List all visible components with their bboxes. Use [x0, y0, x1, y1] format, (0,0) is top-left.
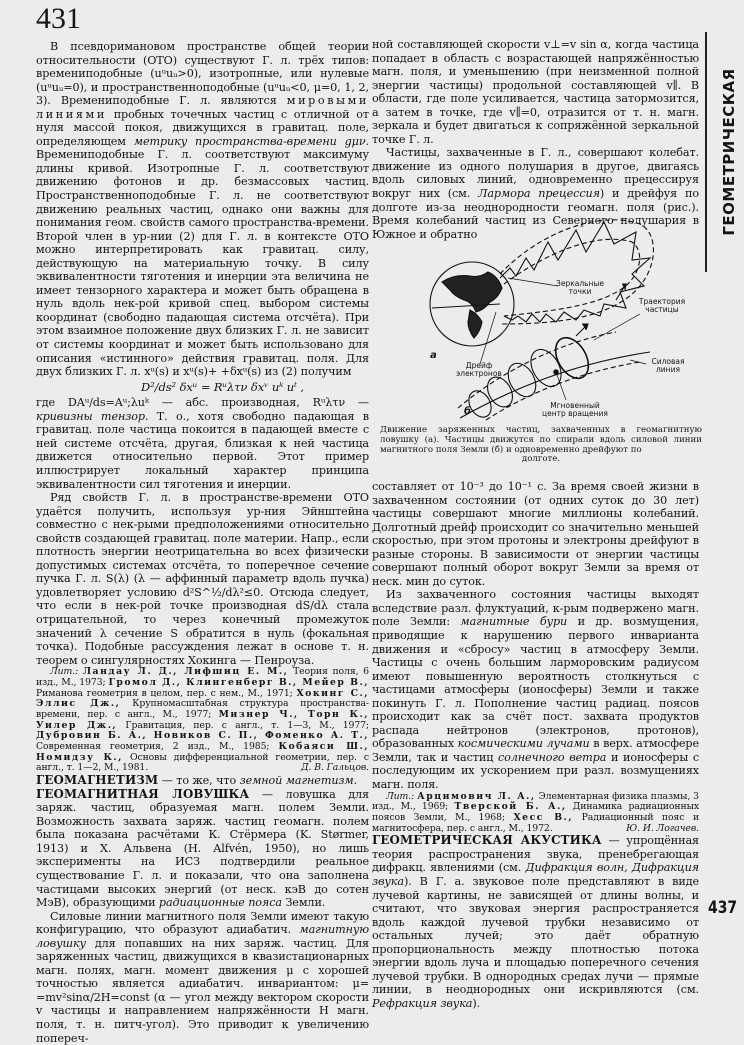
label-mirror-points: Зеркальные точки [556, 279, 604, 296]
label-field-line: Силовая линия [651, 357, 685, 374]
paragraph [36, 396, 369, 491]
text: ). [472, 996, 481, 1010]
entry-geomagnetic-trap [36, 788, 369, 910]
link-term[interactable]: радиационные пояса [158, 896, 282, 910]
label-rotation-center: Мгновенный центр вращения [542, 401, 608, 418]
link-term[interactable]: Лармора прецессия [478, 187, 600, 201]
reference-text: Элементарная физика плазмы, 3 изд., М., 1969; [372, 790, 699, 813]
figure-letter-b: б [464, 406, 471, 417]
reference-text: Современная геометрия, 2 изд., М., 1985; [36, 741, 279, 753]
link-term[interactable]: солнечного ветра [497, 750, 607, 764]
link-term[interactable]: магнитные бури [460, 615, 568, 629]
figure-caption [380, 426, 702, 465]
link-term[interactable]: космическими лучами [457, 737, 590, 751]
reference-text: Риманова геометрия в целом, пер. с нем., М., 1971; [36, 687, 297, 699]
references-label: Лит.: [50, 666, 83, 678]
text: Частицы, захваченные в Г. л., совершают колебат. движение из одного полушария в другое, двигаясь вдоль силовых линий, одновременно прецессируя вокруг них (см. [372, 146, 699, 201]
reference-author: Хесс В., [513, 811, 574, 823]
author: Д. В. Гальцов. [301, 762, 369, 774]
author: Ю. И. Логачев. [626, 822, 699, 834]
text: Силовые линии магнитного поля Земли имеют такую конфигурацию, что образуют адиабатич. [36, 909, 369, 937]
text: где DAᵘ/ds=Aᵘ;λuᵏ — абс. производная, Rᵘλτν — [36, 396, 369, 410]
caption-text: Движение заряженных частиц, захваченных в геомагнитную ловушку (а). Частицы движутся по спирали вдоль силовой линии магнитного поля Земли (б) и одновременно дрейфуют по [380, 425, 702, 455]
link-term[interactable]: земной магнетизм. [239, 774, 358, 788]
references [372, 792, 699, 835]
reference-text: Гравитация, пер. с англ., т. 1—3, М., 1977; [117, 719, 369, 731]
entry-geometric-acoustics [372, 834, 699, 1010]
text: ). В Г. а. звуковое поле представляют в виде лучевой картины, не зависящей от длины волны, и считают, что звуковая энергия распространяется вдоль каждой лучевой трубки независимо от остальных лучей; это даёт обратную пропорциональность между плотностью потока энергии вдоль луча и площадью поперечного сечения лучевой трубки. В однородных средах лучи — прямые линии, в неоднородных они искривляются (см. [372, 875, 699, 997]
entry-heading: ГЕОМЕТРИЧЕСКАЯ АКУСТИКА [372, 833, 602, 848]
reference-author: Мизнер Ч., Торн К., Уилер Дж., [36, 708, 369, 731]
references-list [36, 666, 369, 773]
text: Т. о., хотя свободно падающая в гравитац. поле частица покоится в падающей вместе с ней системе отсчёта, другая, близкая к ней частица движется относительно первой. Этот пример иллюстрирует локальный характер принципа эквивалентности сил тяготения и инерции. [36, 409, 369, 491]
paragraph [36, 910, 369, 1045]
text: и др. возмущения, приводящие к нарушению первого инварианта движения и «сбросу» частиц в атмосферу Земли. Частицы с очень большим ларморовским радиусом имеют повышенную вероятность столкнуться с частицами атмосферы (ионосферы) Земли и также покинуть Г. л. Пополнение частиц радиац. поясов происходит как за счёт пост. захвата продуктов распада нейтронов (электронов, протонов), образованных [372, 615, 699, 751]
formula: D²/ds² δxᵘ = Rᵘλτν δxᵛ uᵏ uᵗ , [141, 379, 304, 394]
reference-author: Громол Д., Клингенберг В., Мейер В., [108, 676, 370, 688]
references [36, 667, 369, 774]
link-term[interactable]: магнитную ловушку [36, 923, 369, 950]
reference-author: Ландау Л. Д., Лифшиц Е. М., [82, 666, 289, 678]
entry-heading: ГЕОМАГНЕТИЗМ [36, 773, 159, 788]
paragraph: ной составляющей скорости v⊥=v sin α, когда частица попадает в область с возрастающей напряжённостью магн. поля, и уменьшению (при неизменной полной энергии частицы) продольной составляющей v∥. В области, где поле усиливается, частица затормозится, а затем в точке, где v∥=0, отразится от т. н. магн. зеркала и будет двигаться к сопряжённой зеркальной точке Г. л. [372, 38, 699, 146]
reference-author: Дубровин Б. А., Новиков С. П., Фоменко А. Т., [36, 730, 369, 742]
right-column-bottom [372, 480, 699, 1011]
reference-text: Радиационный пояс и магнитосфера, пер. с англ., М., 1972. [372, 811, 699, 834]
text: для попавших на них заряж. частиц. Для заряженных частиц, движущихся в квазистационарных магн. полях, магн. момент движения μ с хорошей точностью является адиабатич. инвариантом: μ= =mv²sinα/2H=const (α — угол между вектором скорости v частицы и направлением напряжённости H магн. поля, т. н. питч-угол). Это приводит к увеличению попереч- [36, 936, 369, 1045]
text-spaced: мировыми линиями [36, 94, 369, 121]
side-tab [718, 32, 740, 272]
figure-letter-a: а [430, 350, 437, 361]
entry-geomagnetism [36, 774, 369, 788]
particle-trajectory-a [500, 222, 650, 322]
figure-magnetic-trap [400, 212, 700, 422]
link-term[interactable]: Дифракция волн, Дифракция звука [372, 861, 699, 889]
text: пробных точечных частиц с отличной от нуля массой покоя, движущихся в гравитац. поле, определяющем [36, 107, 369, 148]
text: и ионосферы с последующим их ускорением при разл. возмущениях магн. поля. [372, 750, 699, 792]
paragraph: Ряд свойств Г. л. в пространстве-времени ОТО удаётся получить, используя ур-ния Эйнштейна совместно с нек-рыми предположениями относительно свойств создающей гравитац. поле материи. Напр., если плотность энергии неотрицательна во всех физически допустимых системах отсчёта, то поперечное сечение пучка Г. л. S(λ) (λ — аффинный параметр вдоль пучка) удовлетворяет условию d²S^½/dλ²≤0. Отсюда следует, что если в нек-рой точке производная dS/dλ стала отрицательной, то через конечный промежуток значений λ сечение S обратится в нуль (фокальная точка). Подобные рассуждения лежат в основе т. н. теорем о сингулярностях Хокинга — Пенроуза. [36, 491, 369, 667]
paragraph [36, 40, 369, 379]
paragraph [372, 588, 699, 791]
text: Земли. [281, 896, 326, 910]
reference-author: Хокинг С., Эллис Дж., [36, 687, 369, 710]
reference-author: Арцимович Л. А., [417, 790, 536, 802]
reference-text: Теория поля, 6 изд., М., 1973; [36, 666, 369, 688]
left-column [36, 40, 369, 1045]
margin-rule [705, 32, 707, 272]
text: — упрощённая теория распространения звука, пренебрегающая дифракц. явлениями (см. [372, 834, 699, 875]
text: в верх. атмосфере Земли, так и частиц [372, 737, 699, 764]
page-number-bottom: 437 [708, 898, 738, 918]
reference-author: Кобаяси Ш., Номидзу К., [36, 741, 370, 763]
caption-text-end: долготе. [521, 454, 561, 465]
references-label: Лит.: [386, 790, 418, 802]
text: В псевдоримановом пространстве общей теории относительности (ОТО) существуют Г. л. трёх типов: времениподобные (uᵘuᵤ>0), изотропные, или нулевые (uᵘuᵤ=0), и пространственноподобные (uᵘuᵤ<0, μ=0, 1, 2, 3). Времениподобные Г. л. являются [36, 40, 369, 108]
text: Из захваченного состояния частицы выходят вследствие разл. флуктуаций, к-рым подвержено магн. поле Земли: [372, 588, 699, 629]
label-particle-trajectory: Траектория частицы [638, 297, 686, 314]
text: — то же, что [158, 774, 240, 788]
side-tab-label: ГЕОМЕТРИЧЕСКАЯ [720, 68, 738, 236]
text: gμν. [344, 134, 369, 148]
reference-author: Тверской Б. А., [454, 801, 567, 813]
reference-text: Основы дифференциальной геометрии, пер. с англ., т. 1—2, М., 1981. [36, 751, 369, 774]
reference-text: Динамика радиационных поясов Земли, М., 1968; [372, 801, 700, 823]
figure-drawing [400, 212, 700, 422]
drift-shell-inner [504, 239, 640, 316]
link-term[interactable]: кривизны тензор. [36, 409, 149, 423]
page-number-top: 431 [36, 2, 81, 35]
paragraph: составляет от 10⁻³ до 10⁻¹ с. За время своей жизни в захваченном состоянии (от одних суток до 30 лет) частицы совершают многие миллионы колебаний. Долготный дрейф происходит со значительно меньшей скоростью, при этом протоны и электроны дрейфуют в разные стороны. В зависимости от энергии частицы совершают полный оборот вокруг Земли за время от неск. мин до суток. [372, 480, 699, 588]
text: ) и дрейфуя по долготе из-за неоднородности геомагн. поля (рис.). Время колебаний частиц из Северного полушария в Южное и обратно [372, 187, 699, 241]
text: — ловушка для заряж. частиц, образуемая магн. полем Земли. Возможность захвата заряж. частиц геомагн. полем была показана расчётами К. Стёрмера (K. Størmer, 1913) и X. Альвена (H. Alfvén, 1950), но лишь эксперименты на ИСЗ подтвердили реальное существование Г. л. и показали, что она заполнена частицами высоких энергий (от неск. кэВ до сотен МэВ), образующими [36, 787, 370, 910]
label-electron-drift: Дрейф электронов [456, 361, 502, 378]
link-term[interactable]: метрику пространства-времени [133, 134, 337, 148]
right-column-top [372, 38, 699, 241]
entry-heading: ГЕОМАГНИТНАЯ ЛОВУШКА [36, 786, 250, 801]
reference-text: Крупномасштабная структура пространства-времени, пер. с англ., М., 1977; [36, 698, 369, 720]
text: Времениподобные Г. л. соответствуют максимуму длины кривой. Изотропные Г. л. соответствуют движению фотонов и др. безмассовых частиц. Пространственноподобные Г. л. не соответствуют движению реальных частиц, однако они важны для понимания геом. свойств самого пространства-времени. Второй член в ур-нии (2) для Г. л. в контексте ОТО можно интерпретировать как гравитац. силу, действующую на материальную точку. В силу эквивалентности тяготения и инерции эта величина не имеет тензорного характера и может быть обращена в нуль вдоль нек-рой кривой спец. выбором системы координат (свободно падающая система отсчёта). При этом взаимное положение двух близких Г. л. не зависит от системы координат и может быть использовано для описания «истинного» действия гравитац. поля. Для двух близких Г. л. xᵘ(s) и xᵘ(s)+ +δxᵘ(s) из (2) получим [36, 148, 369, 379]
link-term[interactable]: Рефракция звука [372, 996, 473, 1010]
